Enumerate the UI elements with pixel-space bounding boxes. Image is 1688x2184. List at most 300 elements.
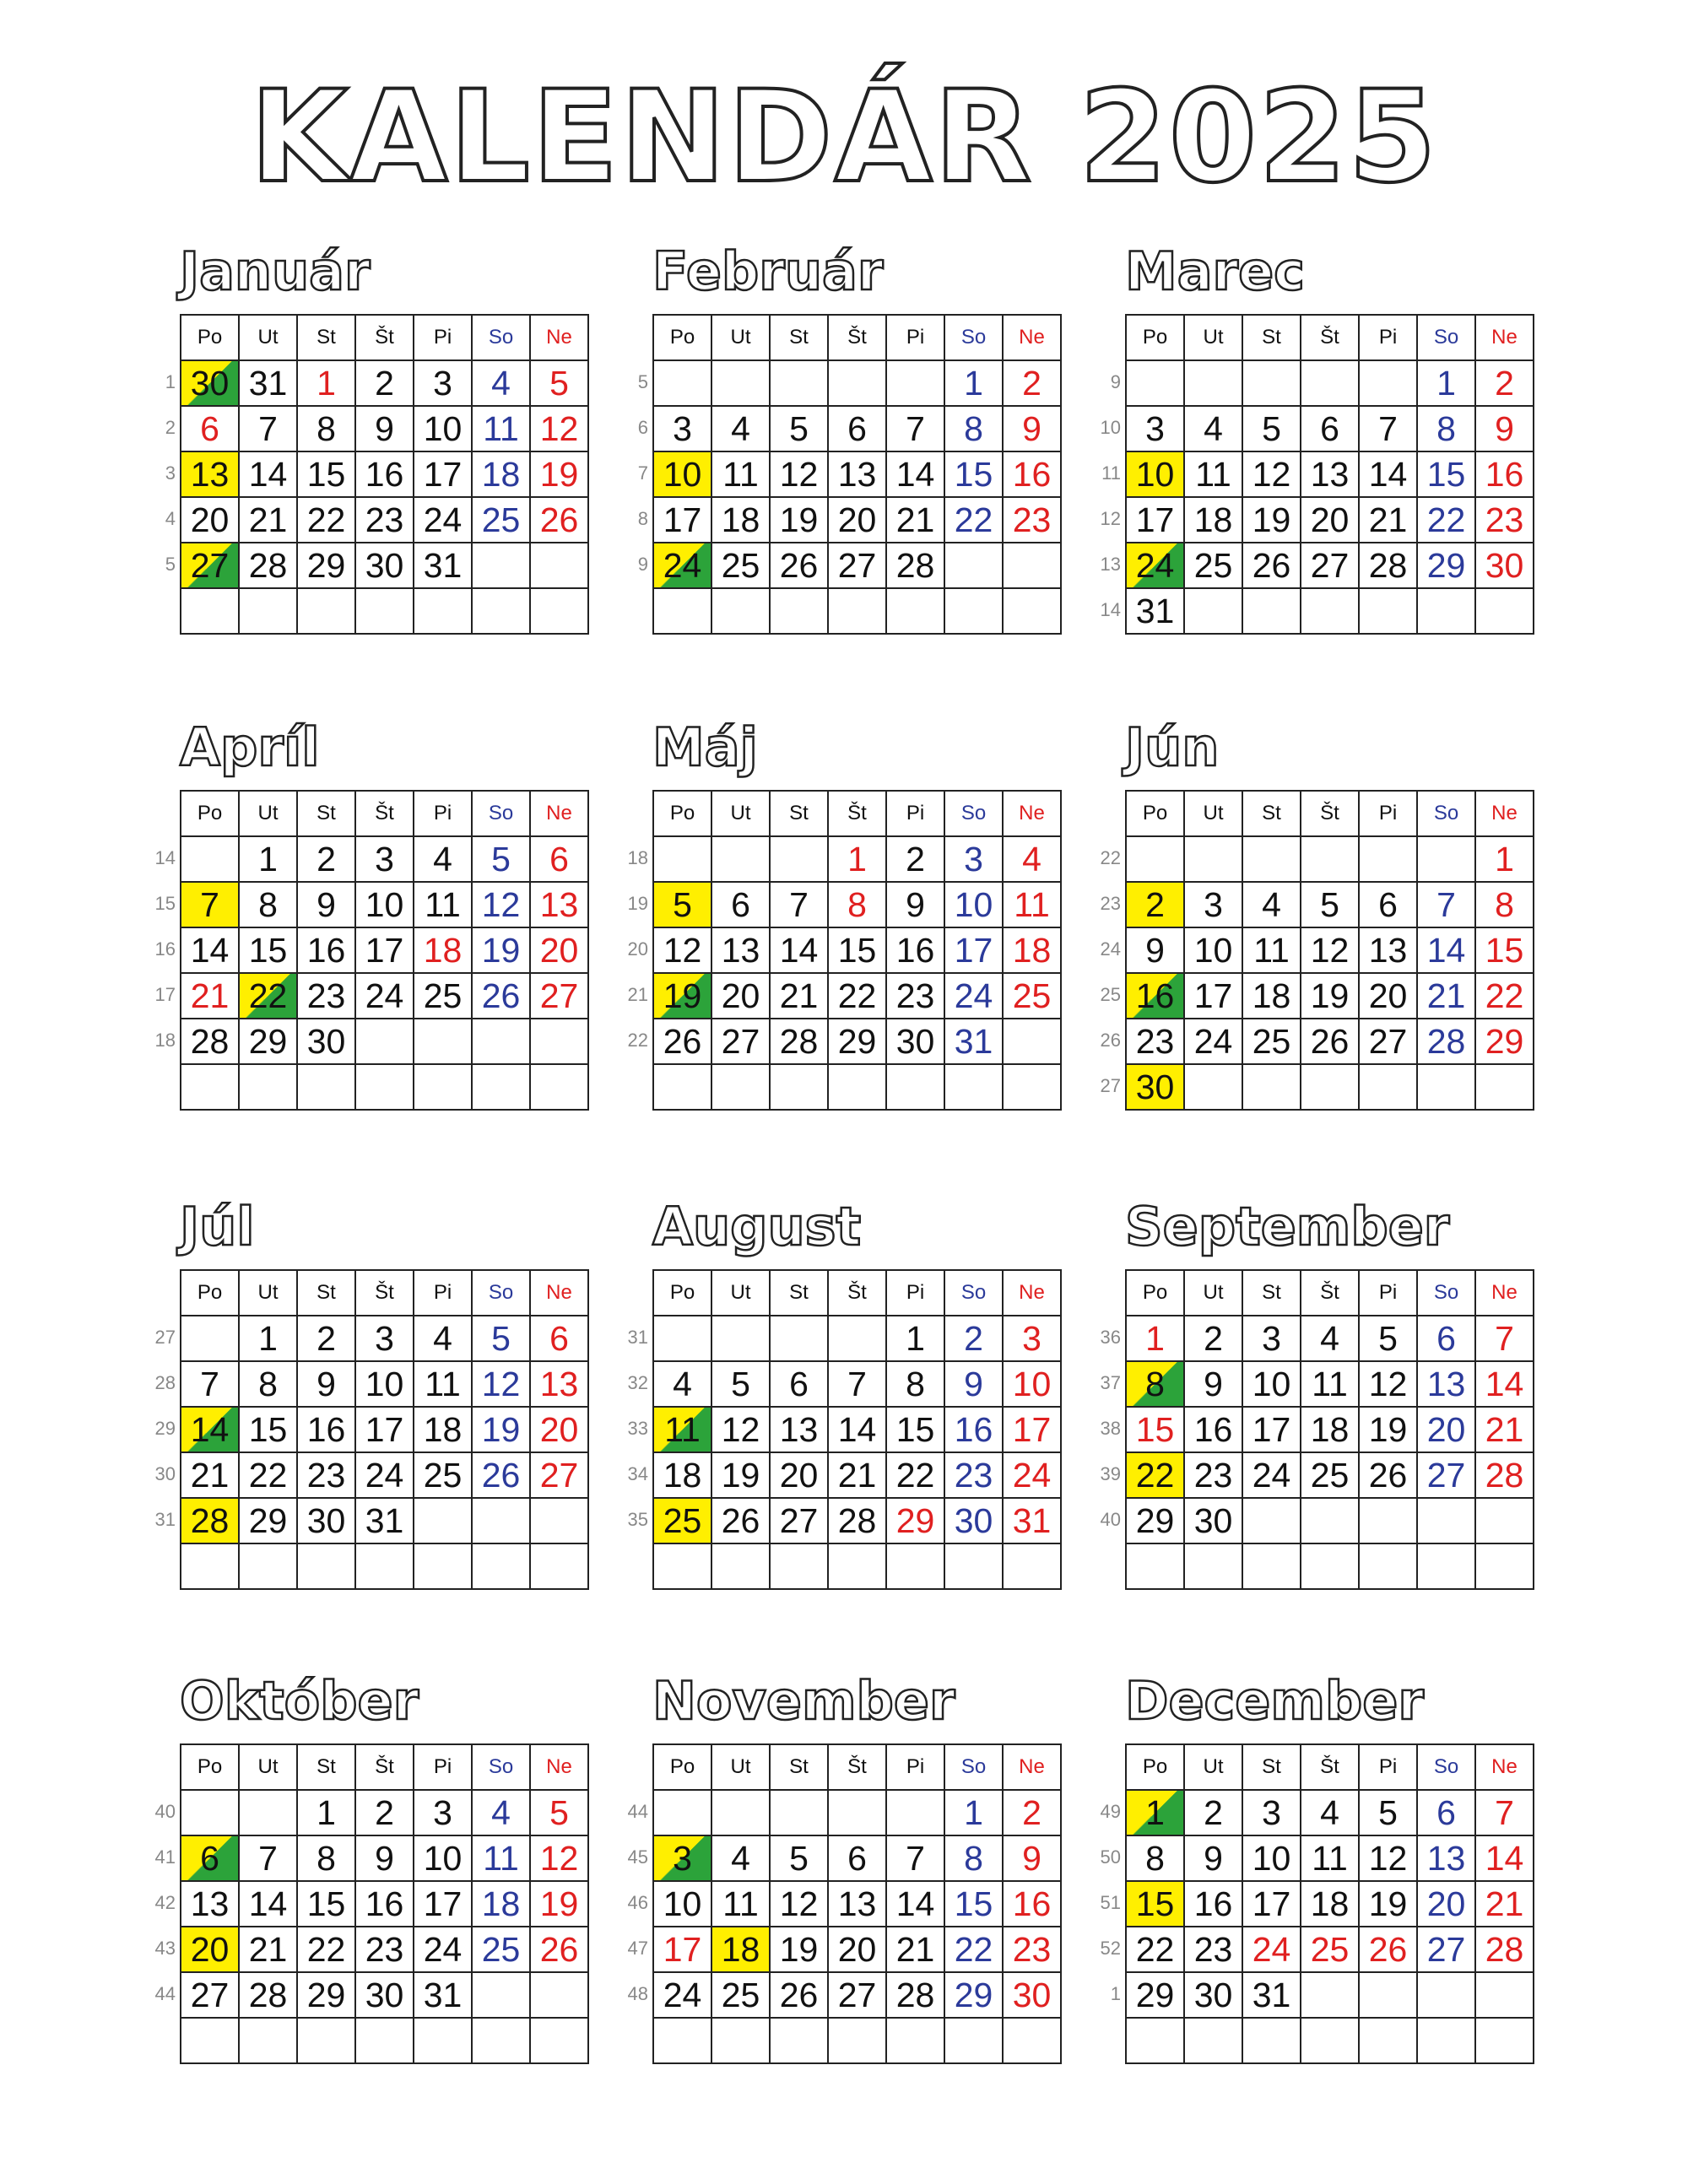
day-header: St — [770, 315, 828, 360]
day-cell: 27 — [181, 1972, 239, 2018]
day-cell: 26 — [1359, 1927, 1417, 1972]
day-cell: 13 — [1301, 451, 1359, 497]
empty-cell — [653, 1316, 711, 1361]
day-header: Po — [181, 1270, 239, 1316]
day-cell: 18 — [414, 1407, 472, 1452]
day-cell: 30 — [1184, 1972, 1242, 2018]
day-cell: 27 — [1417, 1927, 1475, 1972]
week-number: 2 — [165, 417, 176, 438]
day-cell: 23 — [1184, 1927, 1242, 1972]
day-cell: 4 — [653, 1361, 711, 1407]
day-cell: 4 — [1242, 882, 1301, 927]
month-table — [180, 1743, 589, 2064]
empty-cell — [297, 1064, 355, 1110]
month-name: Október — [180, 1670, 419, 1732]
day-header: Ne — [1003, 315, 1061, 360]
day-cell: 1 — [1126, 1790, 1184, 1835]
day-cell: 27 — [828, 1972, 886, 2018]
day-cell: 13 — [770, 1407, 828, 1452]
day-header: Pi — [886, 1270, 944, 1316]
day-cell: 18 — [414, 927, 472, 973]
empty-cell — [1359, 1064, 1417, 1110]
week-row — [1126, 1498, 1534, 1543]
day-cell: 22 — [944, 497, 1003, 543]
month-table — [652, 790, 1062, 1111]
day-cell: 19 — [653, 973, 711, 1019]
day-cell: 21 — [181, 973, 239, 1019]
day-cell: 19 — [530, 1881, 588, 1927]
day-cell: 1 — [1126, 1316, 1184, 1361]
week-number: 33 — [627, 1418, 648, 1439]
week-number: 18 — [627, 847, 648, 868]
day-cell: 30 — [1475, 543, 1534, 588]
day-header: Pi — [1359, 1270, 1417, 1316]
day-cell: 14 — [1475, 1835, 1534, 1881]
empty-cell — [530, 543, 588, 588]
day-header: Po — [181, 315, 239, 360]
day-cell: 21 — [770, 973, 828, 1019]
day-cell: 24 — [1242, 1452, 1301, 1498]
week-number: 44 — [154, 1983, 176, 2004]
empty-cell — [770, 836, 828, 882]
day-cell: 31 — [1126, 588, 1184, 634]
day-cell: 28 — [1359, 543, 1417, 588]
day-cell: 3 — [1242, 1790, 1301, 1835]
day-cell: 30 — [181, 360, 239, 406]
day-cell: 25 — [711, 543, 770, 588]
day-cell: 28 — [1475, 1927, 1534, 1972]
day-cell: 8 — [1126, 1835, 1184, 1881]
day-header: Ut — [1184, 1744, 1242, 1790]
empty-cell — [653, 836, 711, 882]
empty-cell — [1003, 1064, 1061, 1110]
empty-cell — [530, 588, 588, 634]
day-cell: 9 — [1003, 1835, 1061, 1881]
day-header: Ut — [239, 1744, 297, 1790]
week-number: 30 — [154, 1463, 176, 1484]
empty-cell — [1003, 543, 1061, 588]
day-header: Pi — [886, 315, 944, 360]
day-cell: 20 — [828, 1927, 886, 1972]
day-cell: 16 — [1003, 1881, 1061, 1927]
week-row — [653, 1835, 1061, 1881]
week-number: 36 — [1100, 1327, 1121, 1348]
day-cell: 3 — [1003, 1316, 1061, 1361]
day-header: St — [1242, 1744, 1301, 1790]
week-number: 23 — [1100, 893, 1121, 914]
day-cell: 18 — [472, 1881, 530, 1927]
empty-cell — [1126, 360, 1184, 406]
day-cell: 15 — [239, 1407, 297, 1452]
month-name: Máj — [652, 716, 758, 778]
empty-cell — [530, 1498, 588, 1543]
day-cell: 22 — [239, 973, 297, 1019]
day-cell: 4 — [711, 1835, 770, 1881]
day-cell: 3 — [414, 1790, 472, 1835]
empty-cell — [1301, 588, 1359, 634]
day-header: St — [297, 315, 355, 360]
empty-cell — [828, 588, 886, 634]
month-10 — [140, 1668, 596, 2140]
day-cell: 30 — [297, 1498, 355, 1543]
day-cell: 21 — [886, 1927, 944, 1972]
day-cell: 26 — [1359, 1452, 1417, 1498]
day-cell: 7 — [770, 882, 828, 927]
day-cell: 11 — [653, 1407, 711, 1452]
day-cell: 26 — [1301, 1019, 1359, 1064]
week-number: 3 — [165, 462, 176, 484]
week-row — [653, 497, 1061, 543]
day-header: St — [297, 1270, 355, 1316]
month-name: Marec — [1125, 241, 1305, 302]
day-cell: 14 — [770, 927, 828, 973]
day-cell: 29 — [828, 1019, 886, 1064]
week-row — [653, 2018, 1061, 2063]
day-cell: 23 — [1184, 1452, 1242, 1498]
empty-cell — [944, 543, 1003, 588]
day-cell: 2 — [1126, 882, 1184, 927]
day-header: Po — [181, 1744, 239, 1790]
day-cell: 18 — [711, 1927, 770, 1972]
month-8 — [613, 1193, 1069, 1666]
day-header: Ut — [1184, 791, 1242, 836]
day-cell: 1 — [239, 836, 297, 882]
day-cell: 16 — [297, 1407, 355, 1452]
empty-cell — [530, 1019, 588, 1064]
empty-cell — [239, 1543, 297, 1589]
day-cell: 7 — [1359, 406, 1417, 451]
day-cell: 18 — [1003, 927, 1061, 973]
week-row — [181, 1790, 588, 1835]
day-header: Ut — [711, 315, 770, 360]
day-cell: 2 — [1003, 360, 1061, 406]
day-cell: 6 — [181, 406, 239, 451]
day-cell: 28 — [239, 1972, 297, 2018]
empty-cell — [944, 1064, 1003, 1110]
week-number: 22 — [1100, 847, 1121, 868]
day-cell: 11 — [1242, 927, 1301, 973]
month-name: Júl — [180, 1196, 255, 1257]
day-cell: 5 — [711, 1361, 770, 1407]
day-cell: 4 — [414, 1316, 472, 1361]
empty-cell — [770, 1316, 828, 1361]
empty-cell — [297, 588, 355, 634]
day-cell: 10 — [1184, 927, 1242, 973]
day-header: Po — [1126, 315, 1184, 360]
day-cell: 13 — [711, 927, 770, 973]
week-number: 10 — [1100, 417, 1121, 438]
day-cell: 12 — [711, 1407, 770, 1452]
day-cell: 9 — [944, 1361, 1003, 1407]
day-cell: 23 — [297, 1452, 355, 1498]
empty-cell — [1184, 1064, 1242, 1110]
day-header: St — [297, 1744, 355, 1790]
day-cell: 15 — [1417, 451, 1475, 497]
week-number: 14 — [154, 847, 176, 868]
week-number: 24 — [1100, 938, 1121, 960]
week-number: 5 — [637, 371, 648, 392]
week-row — [1126, 1543, 1534, 1589]
day-cell: 31 — [1003, 1498, 1061, 1543]
day-cell: 5 — [472, 1316, 530, 1361]
day-cell: 25 — [1003, 973, 1061, 1019]
day-cell: 6 — [1359, 882, 1417, 927]
empty-cell — [472, 1064, 530, 1110]
day-cell: 24 — [355, 973, 414, 1019]
week-number: 41 — [154, 1846, 176, 1868]
empty-cell — [1417, 1498, 1475, 1543]
empty-cell — [472, 2018, 530, 2063]
day-cell: 12 — [1359, 1835, 1417, 1881]
day-header: Pi — [886, 1744, 944, 1790]
day-cell: 12 — [530, 1835, 588, 1881]
day-cell: 22 — [297, 1927, 355, 1972]
week-number: 42 — [154, 1892, 176, 1913]
empty-cell — [530, 1543, 588, 1589]
day-cell: 20 — [181, 497, 239, 543]
month-name: Január — [180, 241, 371, 302]
day-cell: 9 — [297, 882, 355, 927]
empty-cell — [239, 1790, 297, 1835]
week-row — [653, 588, 1061, 634]
day-cell: 21 — [886, 497, 944, 543]
day-cell: 14 — [886, 1881, 944, 1927]
empty-cell — [181, 588, 239, 634]
empty-cell — [711, 2018, 770, 2063]
week-number: 32 — [627, 1372, 648, 1393]
day-cell: 2 — [886, 836, 944, 882]
empty-cell — [1242, 2018, 1301, 2063]
empty-cell — [944, 2018, 1003, 2063]
day-cell: 4 — [414, 836, 472, 882]
week-number: 45 — [627, 1846, 648, 1868]
day-cell: 11 — [414, 882, 472, 927]
day-cell: 13 — [828, 451, 886, 497]
day-cell: 5 — [770, 1835, 828, 1881]
day-cell: 21 — [1417, 973, 1475, 1019]
day-header: Ne — [530, 1270, 588, 1316]
day-cell: 2 — [1475, 360, 1534, 406]
day-cell: 17 — [1242, 1881, 1301, 1927]
day-cell: 23 — [944, 1452, 1003, 1498]
week-number: 13 — [1100, 554, 1121, 575]
day-header: Po — [653, 791, 711, 836]
empty-cell — [770, 1790, 828, 1835]
empty-cell — [472, 1019, 530, 1064]
day-cell: 7 — [239, 406, 297, 451]
week-number: 6 — [637, 417, 648, 438]
week-row — [181, 1407, 588, 1452]
week-row — [181, 2018, 588, 2063]
week-row — [181, 1927, 588, 1972]
day-cell: 14 — [239, 1881, 297, 1927]
day-cell: 26 — [530, 497, 588, 543]
week-row — [1126, 1927, 1534, 1972]
day-cell: 14 — [828, 1407, 886, 1452]
day-cell: 10 — [653, 451, 711, 497]
empty-cell — [828, 2018, 886, 2063]
week-row — [653, 973, 1061, 1019]
day-header: Št — [1301, 1270, 1359, 1316]
empty-cell — [886, 1543, 944, 1589]
week-row — [1126, 1881, 1534, 1927]
empty-cell — [770, 2018, 828, 2063]
empty-cell — [181, 1064, 239, 1110]
day-cell: 7 — [828, 1361, 886, 1407]
day-header: Št — [355, 1744, 414, 1790]
day-cell: 15 — [297, 1881, 355, 1927]
day-cell: 25 — [1184, 543, 1242, 588]
day-cell: 22 — [1126, 1927, 1184, 1972]
day-cell: 10 — [355, 1361, 414, 1407]
empty-cell — [355, 1019, 414, 1064]
day-cell: 28 — [1417, 1019, 1475, 1064]
day-cell: 6 — [770, 1361, 828, 1407]
day-cell: 18 — [1242, 973, 1301, 1019]
day-cell: 10 — [355, 882, 414, 927]
day-cell: 3 — [653, 1835, 711, 1881]
day-cell: 19 — [472, 1407, 530, 1452]
week-row — [653, 1452, 1061, 1498]
day-cell: 8 — [239, 882, 297, 927]
empty-cell — [239, 1064, 297, 1110]
day-cell: 26 — [770, 1972, 828, 2018]
week-row — [1126, 1361, 1534, 1407]
day-header: Ne — [1475, 315, 1534, 360]
week-row — [181, 360, 588, 406]
empty-cell — [653, 1064, 711, 1110]
day-cell: 16 — [1184, 1407, 1242, 1452]
week-row — [181, 588, 588, 634]
day-cell: 25 — [472, 1927, 530, 1972]
empty-cell — [1301, 360, 1359, 406]
day-cell: 29 — [1126, 1972, 1184, 2018]
day-cell: 6 — [181, 1835, 239, 1881]
empty-cell — [472, 1972, 530, 2018]
day-cell: 11 — [1003, 882, 1061, 927]
day-cell: 2 — [297, 1316, 355, 1361]
day-cell: 12 — [653, 927, 711, 973]
week-row — [653, 1064, 1061, 1110]
month-table — [180, 1269, 589, 1590]
week-row — [653, 360, 1061, 406]
day-cell: 19 — [472, 927, 530, 973]
empty-cell — [1475, 1498, 1534, 1543]
month-name: September — [1125, 1196, 1450, 1257]
day-cell: 27 — [1359, 1019, 1417, 1064]
week-number: 20 — [627, 938, 648, 960]
day-cell: 5 — [1359, 1790, 1417, 1835]
day-cell: 8 — [239, 1361, 297, 1407]
day-cell: 2 — [355, 1790, 414, 1835]
day-cell: 12 — [472, 1361, 530, 1407]
day-cell: 25 — [1242, 1019, 1301, 1064]
week-number: 52 — [1100, 1938, 1121, 1959]
week-row — [653, 1790, 1061, 1835]
empty-cell — [355, 1543, 414, 1589]
day-cell: 29 — [239, 1498, 297, 1543]
day-cell: 19 — [770, 1927, 828, 1972]
day-header: Po — [653, 315, 711, 360]
empty-cell — [1417, 588, 1475, 634]
day-cell: 22 — [239, 1452, 297, 1498]
day-cell: 25 — [653, 1498, 711, 1543]
week-row — [1126, 451, 1534, 497]
day-cell: 8 — [1417, 406, 1475, 451]
empty-cell — [711, 1064, 770, 1110]
day-header: Ne — [1475, 1744, 1534, 1790]
day-cell: 24 — [414, 1927, 472, 1972]
empty-cell — [414, 2018, 472, 2063]
day-cell: 19 — [1242, 497, 1301, 543]
week-number: 11 — [1101, 462, 1121, 484]
empty-cell — [770, 360, 828, 406]
day-cell: 17 — [355, 1407, 414, 1452]
day-cell: 31 — [355, 1498, 414, 1543]
day-cell: 16 — [1184, 1881, 1242, 1927]
empty-cell — [1184, 1543, 1242, 1589]
week-row — [181, 1972, 588, 2018]
empty-cell — [828, 360, 886, 406]
day-header: St — [1242, 1270, 1301, 1316]
week-number: 35 — [627, 1509, 648, 1530]
day-cell: 18 — [653, 1452, 711, 1498]
week-row — [653, 882, 1061, 927]
month-table — [1125, 790, 1534, 1111]
day-cell: 29 — [297, 543, 355, 588]
day-cell: 2 — [1184, 1316, 1242, 1361]
week-row — [653, 1019, 1061, 1064]
week-row — [1126, 836, 1534, 882]
day-cell: 22 — [886, 1452, 944, 1498]
day-cell: 27 — [711, 1019, 770, 1064]
day-cell: 13 — [181, 1881, 239, 1927]
week-number: 49 — [1100, 1801, 1121, 1822]
week-row — [181, 1498, 588, 1543]
day-cell: 5 — [1242, 406, 1301, 451]
week-number: 29 — [154, 1418, 176, 1439]
empty-cell — [1184, 836, 1242, 882]
empty-cell — [530, 1064, 588, 1110]
day-cell: 23 — [297, 973, 355, 1019]
day-cell: 3 — [1126, 406, 1184, 451]
week-row — [1126, 360, 1534, 406]
month-12 — [1085, 1668, 1541, 2140]
day-cell: 16 — [297, 927, 355, 973]
day-cell: 6 — [530, 1316, 588, 1361]
empty-cell — [944, 1543, 1003, 1589]
day-cell: 29 — [1475, 1019, 1534, 1064]
day-cell: 5 — [472, 836, 530, 882]
day-cell: 27 — [828, 543, 886, 588]
day-cell: 6 — [1301, 406, 1359, 451]
day-cell: 31 — [414, 1972, 472, 2018]
day-header: So — [472, 1744, 530, 1790]
day-header: So — [1417, 791, 1475, 836]
day-cell: 6 — [1417, 1790, 1475, 1835]
day-cell: 9 — [355, 1835, 414, 1881]
day-cell: 30 — [886, 1019, 944, 1064]
day-cell: 24 — [1126, 543, 1184, 588]
day-cell: 17 — [355, 927, 414, 973]
empty-cell — [770, 1543, 828, 1589]
week-row — [1126, 2018, 1534, 2063]
day-cell: 30 — [944, 1498, 1003, 1543]
empty-cell — [1242, 1543, 1301, 1589]
day-header: Ut — [239, 1270, 297, 1316]
empty-cell — [355, 1064, 414, 1110]
empty-cell — [1417, 2018, 1475, 2063]
